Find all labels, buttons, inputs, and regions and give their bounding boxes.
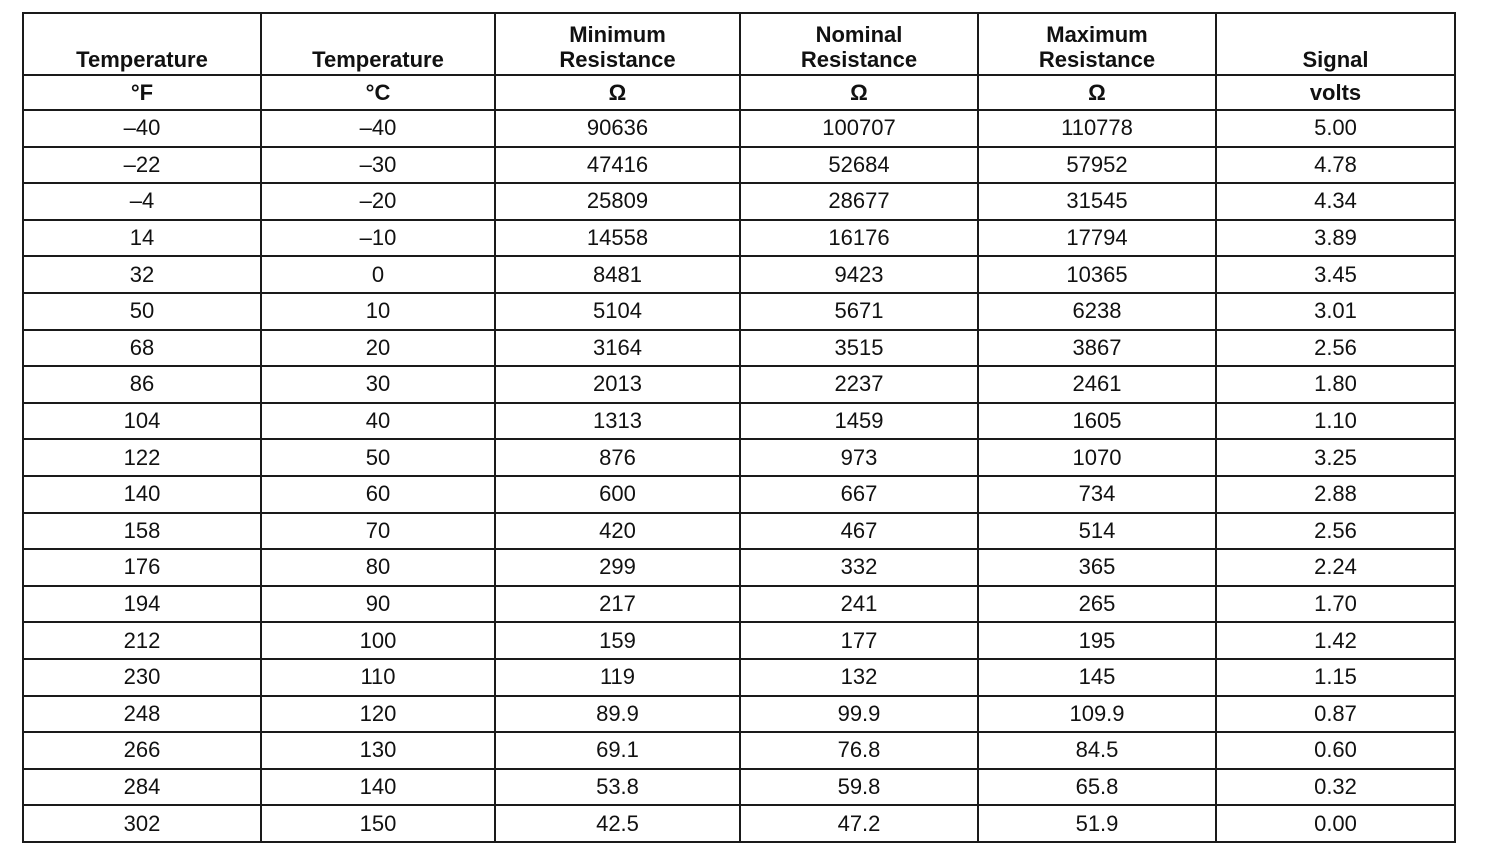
cell-max-resistance: 265 — [978, 586, 1216, 623]
header-line: Temperature — [312, 47, 444, 72]
cell-temp-f: 32 — [23, 256, 261, 293]
cell-temp-f: 284 — [23, 769, 261, 806]
cell-min-resistance: 53.8 — [495, 769, 740, 806]
header-line: Minimum — [569, 22, 666, 47]
cell-signal-volts: 1.15 — [1216, 659, 1455, 696]
cell-signal-volts: 0.00 — [1216, 805, 1455, 842]
cell-temp-c: 30 — [261, 366, 495, 403]
cell-temp-c: 10 — [261, 293, 495, 330]
header-line: Resistance — [559, 47, 676, 72]
header-units-row — [23, 75, 1455, 110]
cell-temp-c: –20 — [261, 183, 495, 220]
header-line: Temperature — [76, 47, 208, 72]
cell-min-resistance: 217 — [495, 586, 740, 623]
cell-nominal-resistance: 3515 — [740, 330, 978, 367]
table-row — [23, 513, 1455, 550]
header-temperature-f — [23, 13, 261, 75]
cell-max-resistance: 195 — [978, 622, 1216, 659]
cell-max-resistance: 31545 — [978, 183, 1216, 220]
table-row — [23, 732, 1455, 769]
table-row — [23, 110, 1455, 147]
cell-temp-f: –40 — [23, 110, 261, 147]
unit-fahrenheit: °F — [23, 75, 261, 110]
cell-max-resistance: 110778 — [978, 110, 1216, 147]
cell-temp-f: 194 — [23, 586, 261, 623]
cell-nominal-resistance: 332 — [740, 549, 978, 586]
cell-signal-volts: 0.87 — [1216, 696, 1455, 733]
header-line: Resistance — [800, 47, 918, 72]
cell-min-resistance: 600 — [495, 476, 740, 513]
header-line: Nominal — [815, 22, 903, 47]
table-row — [23, 256, 1455, 293]
cell-nominal-resistance: 5671 — [740, 293, 978, 330]
cell-signal-volts: 5.00 — [1216, 110, 1455, 147]
cell-signal-volts: 3.45 — [1216, 256, 1455, 293]
cell-nominal-resistance: 177 — [740, 622, 978, 659]
cell-min-resistance: 420 — [495, 513, 740, 550]
cell-nominal-resistance: 667 — [740, 476, 978, 513]
cell-max-resistance: 2461 — [978, 366, 1216, 403]
cell-signal-volts: 1.10 — [1216, 403, 1455, 440]
cell-temp-c: 150 — [261, 805, 495, 842]
cell-nominal-resistance: 28677 — [740, 183, 978, 220]
cell-temp-c: 0 — [261, 256, 495, 293]
cell-temp-f: 122 — [23, 439, 261, 476]
cell-temp-c: 100 — [261, 622, 495, 659]
cell-max-resistance: 84.5 — [978, 732, 1216, 769]
cell-temp-c: –40 — [261, 110, 495, 147]
cell-min-resistance: 2013 — [495, 366, 740, 403]
cell-max-resistance: 514 — [978, 513, 1216, 550]
cell-max-resistance: 145 — [978, 659, 1216, 696]
cell-nominal-resistance: 100707 — [740, 110, 978, 147]
cell-min-resistance: 5104 — [495, 293, 740, 330]
cell-temp-c: 40 — [261, 403, 495, 440]
cell-min-resistance: 47416 — [495, 147, 740, 184]
cell-nominal-resistance: 76.8 — [740, 732, 978, 769]
cell-signal-volts: 1.42 — [1216, 622, 1455, 659]
cell-min-resistance: 299 — [495, 549, 740, 586]
cell-max-resistance: 51.9 — [978, 805, 1216, 842]
cell-max-resistance: 65.8 — [978, 769, 1216, 806]
cell-signal-volts: 3.01 — [1216, 293, 1455, 330]
cell-signal-volts: 1.80 — [1216, 366, 1455, 403]
table-row — [23, 403, 1455, 440]
cell-temp-c: –10 — [261, 220, 495, 257]
cell-min-resistance: 159 — [495, 622, 740, 659]
cell-temp-f: 104 — [23, 403, 261, 440]
temperature-resistance-table — [22, 12, 1456, 843]
cell-nominal-resistance: 467 — [740, 513, 978, 550]
table-body — [23, 110, 1455, 842]
cell-nominal-resistance: 47.2 — [740, 805, 978, 842]
header-maximum-resistance — [978, 13, 1216, 75]
cell-temp-c: 90 — [261, 586, 495, 623]
cell-min-resistance: 42.5 — [495, 805, 740, 842]
cell-nominal-resistance: 241 — [740, 586, 978, 623]
cell-temp-f: 140 — [23, 476, 261, 513]
cell-temp-c: –30 — [261, 147, 495, 184]
cell-max-resistance: 1070 — [978, 439, 1216, 476]
cell-temp-f: 158 — [23, 513, 261, 550]
header-names-row — [23, 13, 1455, 75]
cell-min-resistance: 8481 — [495, 256, 740, 293]
cell-max-resistance: 10365 — [978, 256, 1216, 293]
cell-min-resistance: 90636 — [495, 110, 740, 147]
cell-max-resistance: 1605 — [978, 403, 1216, 440]
cell-temp-f: 248 — [23, 696, 261, 733]
sensor-resistance-table-sheet — [22, 12, 1456, 843]
unit-ohm-nominal: Ω — [740, 75, 978, 110]
table-row — [23, 805, 1455, 842]
table-header — [23, 13, 1455, 110]
cell-nominal-resistance: 973 — [740, 439, 978, 476]
cell-nominal-resistance: 16176 — [740, 220, 978, 257]
cell-nominal-resistance: 9423 — [740, 256, 978, 293]
cell-signal-volts: 2.56 — [1216, 513, 1455, 550]
cell-temp-f: –4 — [23, 183, 261, 220]
cell-max-resistance: 365 — [978, 549, 1216, 586]
cell-temp-c: 60 — [261, 476, 495, 513]
cell-temp-c: 110 — [261, 659, 495, 696]
unit-celsius: °C — [261, 75, 495, 110]
cell-max-resistance: 6238 — [978, 293, 1216, 330]
table-row — [23, 293, 1455, 330]
cell-nominal-resistance: 52684 — [740, 147, 978, 184]
cell-temp-f: 302 — [23, 805, 261, 842]
header-line: Maximum — [1046, 22, 1148, 47]
cell-temp-c: 80 — [261, 549, 495, 586]
header-nominal-resistance — [740, 13, 978, 75]
cell-temp-f: –22 — [23, 147, 261, 184]
header-signal — [1216, 13, 1455, 75]
table-row — [23, 476, 1455, 513]
table-row — [23, 366, 1455, 403]
header-line: Signal — [1302, 47, 1369, 72]
cell-temp-f: 230 — [23, 659, 261, 696]
header-temperature-c — [261, 13, 495, 75]
cell-signal-volts: 4.78 — [1216, 147, 1455, 184]
table-row — [23, 549, 1455, 586]
table-row — [23, 769, 1455, 806]
cell-min-resistance: 69.1 — [495, 732, 740, 769]
table-row — [23, 659, 1455, 696]
cell-max-resistance: 57952 — [978, 147, 1216, 184]
unit-ohm-min: Ω — [495, 75, 740, 110]
cell-signal-volts: 2.24 — [1216, 549, 1455, 586]
unit-ohm-max: Ω — [978, 75, 1216, 110]
cell-max-resistance: 17794 — [978, 220, 1216, 257]
cell-temp-c: 130 — [261, 732, 495, 769]
cell-temp-c: 120 — [261, 696, 495, 733]
table-row — [23, 696, 1455, 733]
cell-nominal-resistance: 132 — [740, 659, 978, 696]
header-line: Resistance — [1038, 47, 1156, 72]
cell-signal-volts: 3.25 — [1216, 439, 1455, 476]
cell-signal-volts: 0.32 — [1216, 769, 1455, 806]
cell-temp-f: 50 — [23, 293, 261, 330]
cell-temp-f: 86 — [23, 366, 261, 403]
cell-nominal-resistance: 99.9 — [740, 696, 978, 733]
cell-signal-volts: 0.60 — [1216, 732, 1455, 769]
table-row — [23, 330, 1455, 367]
cell-temp-f: 14 — [23, 220, 261, 257]
cell-nominal-resistance: 2237 — [740, 366, 978, 403]
cell-max-resistance: 109.9 — [978, 696, 1216, 733]
cell-temp-c: 140 — [261, 769, 495, 806]
table-row — [23, 586, 1455, 623]
cell-min-resistance: 14558 — [495, 220, 740, 257]
cell-temp-c: 70 — [261, 513, 495, 550]
cell-signal-volts: 4.34 — [1216, 183, 1455, 220]
table-row — [23, 622, 1455, 659]
cell-min-resistance: 3164 — [495, 330, 740, 367]
cell-min-resistance: 89.9 — [495, 696, 740, 733]
cell-temp-f: 68 — [23, 330, 261, 367]
cell-signal-volts: 2.56 — [1216, 330, 1455, 367]
table-row — [23, 183, 1455, 220]
unit-volts: volts — [1216, 75, 1455, 110]
cell-signal-volts: 2.88 — [1216, 476, 1455, 513]
cell-temp-c: 20 — [261, 330, 495, 367]
cell-min-resistance: 25809 — [495, 183, 740, 220]
table-row — [23, 147, 1455, 184]
cell-nominal-resistance: 1459 — [740, 403, 978, 440]
cell-temp-f: 212 — [23, 622, 261, 659]
cell-max-resistance: 3867 — [978, 330, 1216, 367]
cell-temp-c: 50 — [261, 439, 495, 476]
cell-signal-volts: 1.70 — [1216, 586, 1455, 623]
header-minimum-resistance — [495, 13, 740, 75]
cell-max-resistance: 734 — [978, 476, 1216, 513]
cell-min-resistance: 876 — [495, 439, 740, 476]
cell-min-resistance: 1313 — [495, 403, 740, 440]
cell-signal-volts: 3.89 — [1216, 220, 1455, 257]
cell-nominal-resistance: 59.8 — [740, 769, 978, 806]
table-row — [23, 439, 1455, 476]
cell-temp-f: 176 — [23, 549, 261, 586]
cell-min-resistance: 119 — [495, 659, 740, 696]
cell-temp-f: 266 — [23, 732, 261, 769]
table-row — [23, 220, 1455, 257]
